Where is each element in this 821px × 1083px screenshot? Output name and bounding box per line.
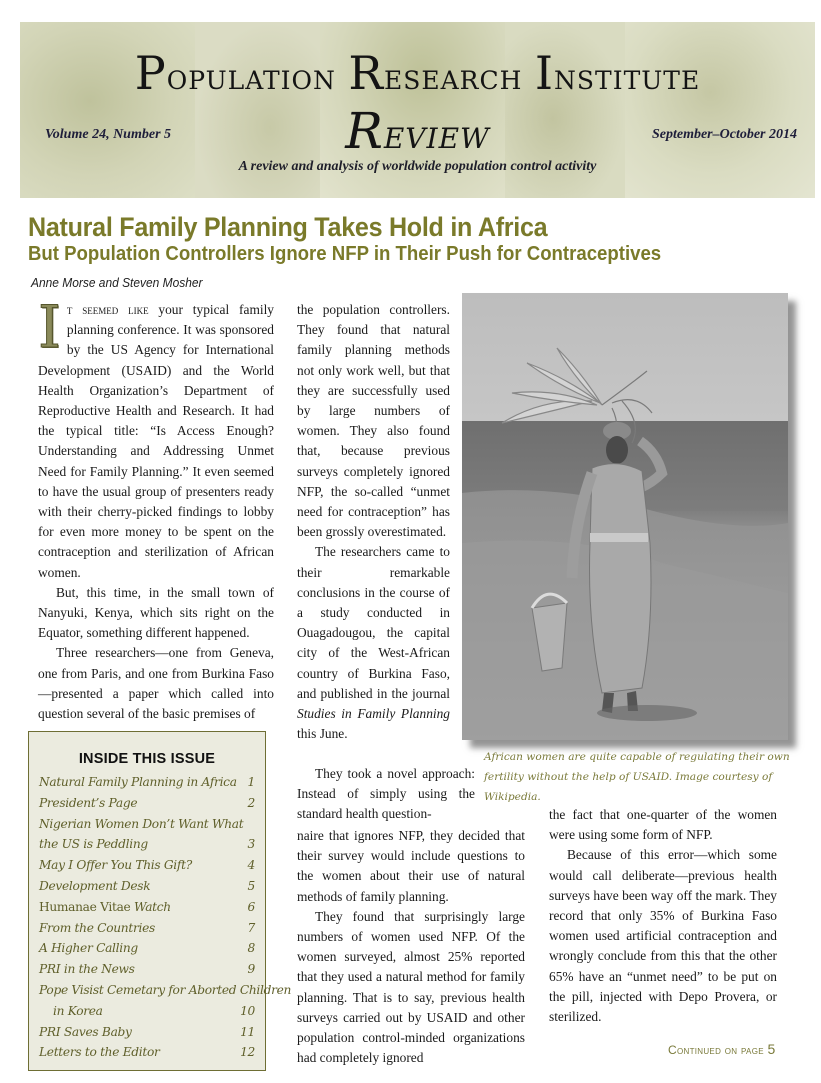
toc-item-label: May I Offer You This Gift? [39, 858, 192, 873]
toc-item-label: Natural Family Planning in Africa [39, 775, 237, 789]
article-column-2 [297, 300, 450, 744]
toc-item[interactable] [39, 980, 292, 1001]
toc-item-page: 8 [247, 941, 255, 956]
lead-in: t seemed like [66, 302, 149, 317]
article-paragraph [297, 542, 450, 744]
toc-item-page: 11 [240, 1024, 255, 1039]
article-column-2-lower [297, 826, 525, 1068]
toc-item-page: 7 [247, 920, 255, 935]
toc-item-label: Nigerian Women Don’t Want What [39, 816, 244, 831]
toc-item-page [243, 814, 271, 835]
toc-item[interactable] [39, 855, 271, 876]
article-paragraph: naire that ignores NFP, they decided that their survey would include questions to the women about their use of natural methods of family planning. [297, 828, 525, 904]
publication-title [20, 46, 815, 100]
publication-subtitle: Review [345, 102, 490, 160]
toc-item-label: PRI in the News [39, 962, 135, 977]
article-paragraph: the population controllers. They found that natural family planning methods not only work well, but that they are successfully used by large numbers of women. They also found that, because previous surveys completely ignored NFP, the so-called “unmet need for contraception” has been grossly overestimated. [297, 302, 450, 540]
toc-item[interactable] [39, 814, 271, 835]
toc-item[interactable] [39, 918, 271, 939]
toc-item-page: 1 [247, 775, 255, 789]
article-paragraph: They took a novel approach: Instead of simply using the standard health question- [297, 766, 475, 822]
toc-item[interactable] [39, 897, 271, 918]
toc-item-label: in Korea [53, 1003, 103, 1018]
toc-item[interactable] [39, 938, 271, 959]
toc-item-page: 6 [247, 899, 255, 914]
article-column-3 [549, 805, 777, 1027]
paragraph-text: this June. [297, 726, 348, 742]
photo-illustration [462, 293, 788, 740]
masthead [20, 22, 815, 198]
article-paragraph: But, this time, in the small town of Nanyuki, Kenya, which sits right on the Equator, something different happened. [38, 584, 274, 641]
article-headline: Natural Family Planning Takes Hold in Africa [28, 212, 548, 242]
article-column-2-continued [297, 764, 475, 825]
drop-cap: I [38, 293, 61, 361]
toc-item-label: Letters to the Editor [39, 1045, 160, 1060]
toc-item-label: President’s Page [39, 795, 138, 810]
toc-item-page: 3 [247, 837, 255, 852]
article-byline: Anne Morse and Steven Mosher [31, 275, 203, 290]
toc-item[interactable] [39, 959, 271, 980]
toc-item[interactable] [39, 876, 271, 897]
toc-item[interactable] [39, 834, 271, 855]
toc-item-label: the US is Peddling [39, 837, 148, 852]
article-paragraph: They found that surprisingly large numbers of women used NFP. Of the women surveyed, almost 25% reported that they used a natural method for family planning. That is to say, previous health surveys carried out by USAID and other population control-minded organizations had completely ignored [297, 908, 525, 1066]
continued-label: Continued on page [668, 1043, 764, 1057]
continued-page-number: 5 [767, 1041, 776, 1057]
inside-this-issue-box [28, 731, 292, 1071]
toc-item-label-italic: Watch [130, 899, 171, 914]
toc-item-page: 4 [247, 858, 255, 873]
toc-item[interactable] [39, 1001, 271, 1022]
toc-item-page: 5 [247, 878, 255, 893]
toc-item-page: 2 [247, 795, 255, 810]
publication-title-text: Population Research Institute [134, 46, 701, 100]
toc-item-label: Pope Visist Cemetary for Aborted Children [39, 982, 292, 997]
toc-item-page: 12 [240, 1045, 255, 1060]
article-paragraph [38, 293, 275, 583]
tagline: A review and analysis of worldwide population control activity [238, 159, 597, 174]
photo-caption: African women are quite capable of regulating their own fertility without the help of USAID. Image courtesy of Wikipedia. [484, 751, 790, 803]
article-paragraph: the fact that one-quarter of the women were using some form of NFP. [549, 807, 777, 843]
article-subhead: But Population Controllers Ignore NFP in Their Push for Contraceptives [28, 243, 662, 265]
paragraph-text: your typical family planning conference. It was sponsored by the US Agency for International Development (USAID) and the World Health Organization’s Department of Reproductive Health and Research. It had the typical title: “Is Access Enough? Understanding and Addressing Unmet Need for Family Planning.” It even seemed to have the usual group of presenters ready with their cherry-picked findings to lobby for even more money to be spent on the contraception and sterilization of African women. [38, 302, 275, 580]
toc-title: INSIDE THIS ISSUE [78, 751, 216, 767]
article-photo [462, 293, 788, 740]
article-column-1 [38, 293, 275, 724]
toc-item-label-upright: Humanae Vitae [39, 899, 131, 914]
toc-item-label: From the Countries [39, 920, 155, 935]
toc-item-page: 9 [247, 962, 255, 977]
issue-date: September–October 2014 [651, 127, 797, 142]
toc-item-label [39, 897, 171, 918]
toc-item-page [291, 980, 307, 1001]
article-paragraph: Because of this error—which some would call deliberate—previous health surveys have been way off the mark. They record that only 35% of Burkina Faso women used artificial contraception and wrongly conclude from this that the other 65% have an “unmet need” to be put on the pill, injected with Depo Provera, or sterilized. [549, 847, 777, 1025]
issue-volume: Volume 24, Number 5 [45, 127, 172, 142]
toc-item[interactable] [39, 793, 271, 814]
journal-title: Studies in Family Planning [297, 706, 450, 722]
toc-item-label: Development Desk [39, 878, 151, 893]
paragraph-text: The researchers came to their remarkable conclusions in the course of a study conducted in Ouagadougou, the capital city of the West-African country of Burkina Faso, and published in the journal [297, 544, 450, 701]
toc-item[interactable] [39, 1022, 271, 1043]
article-paragraph: Three researchers—one from Geneva, one from Paris, and one from Burkina Faso—presented a paper which called into question several of the basic premises of [38, 645, 274, 722]
toc-item-label: A Higher Calling [39, 941, 138, 956]
toc-item-label: PRI Saves Baby [39, 1024, 132, 1039]
toc-item[interactable] [39, 1042, 271, 1063]
continued-on-page-link[interactable] [668, 1041, 776, 1057]
toc-item[interactable] [39, 772, 271, 793]
toc-list [39, 772, 292, 1063]
sky [462, 293, 788, 423]
toc-item-page: 10 [240, 1003, 255, 1018]
